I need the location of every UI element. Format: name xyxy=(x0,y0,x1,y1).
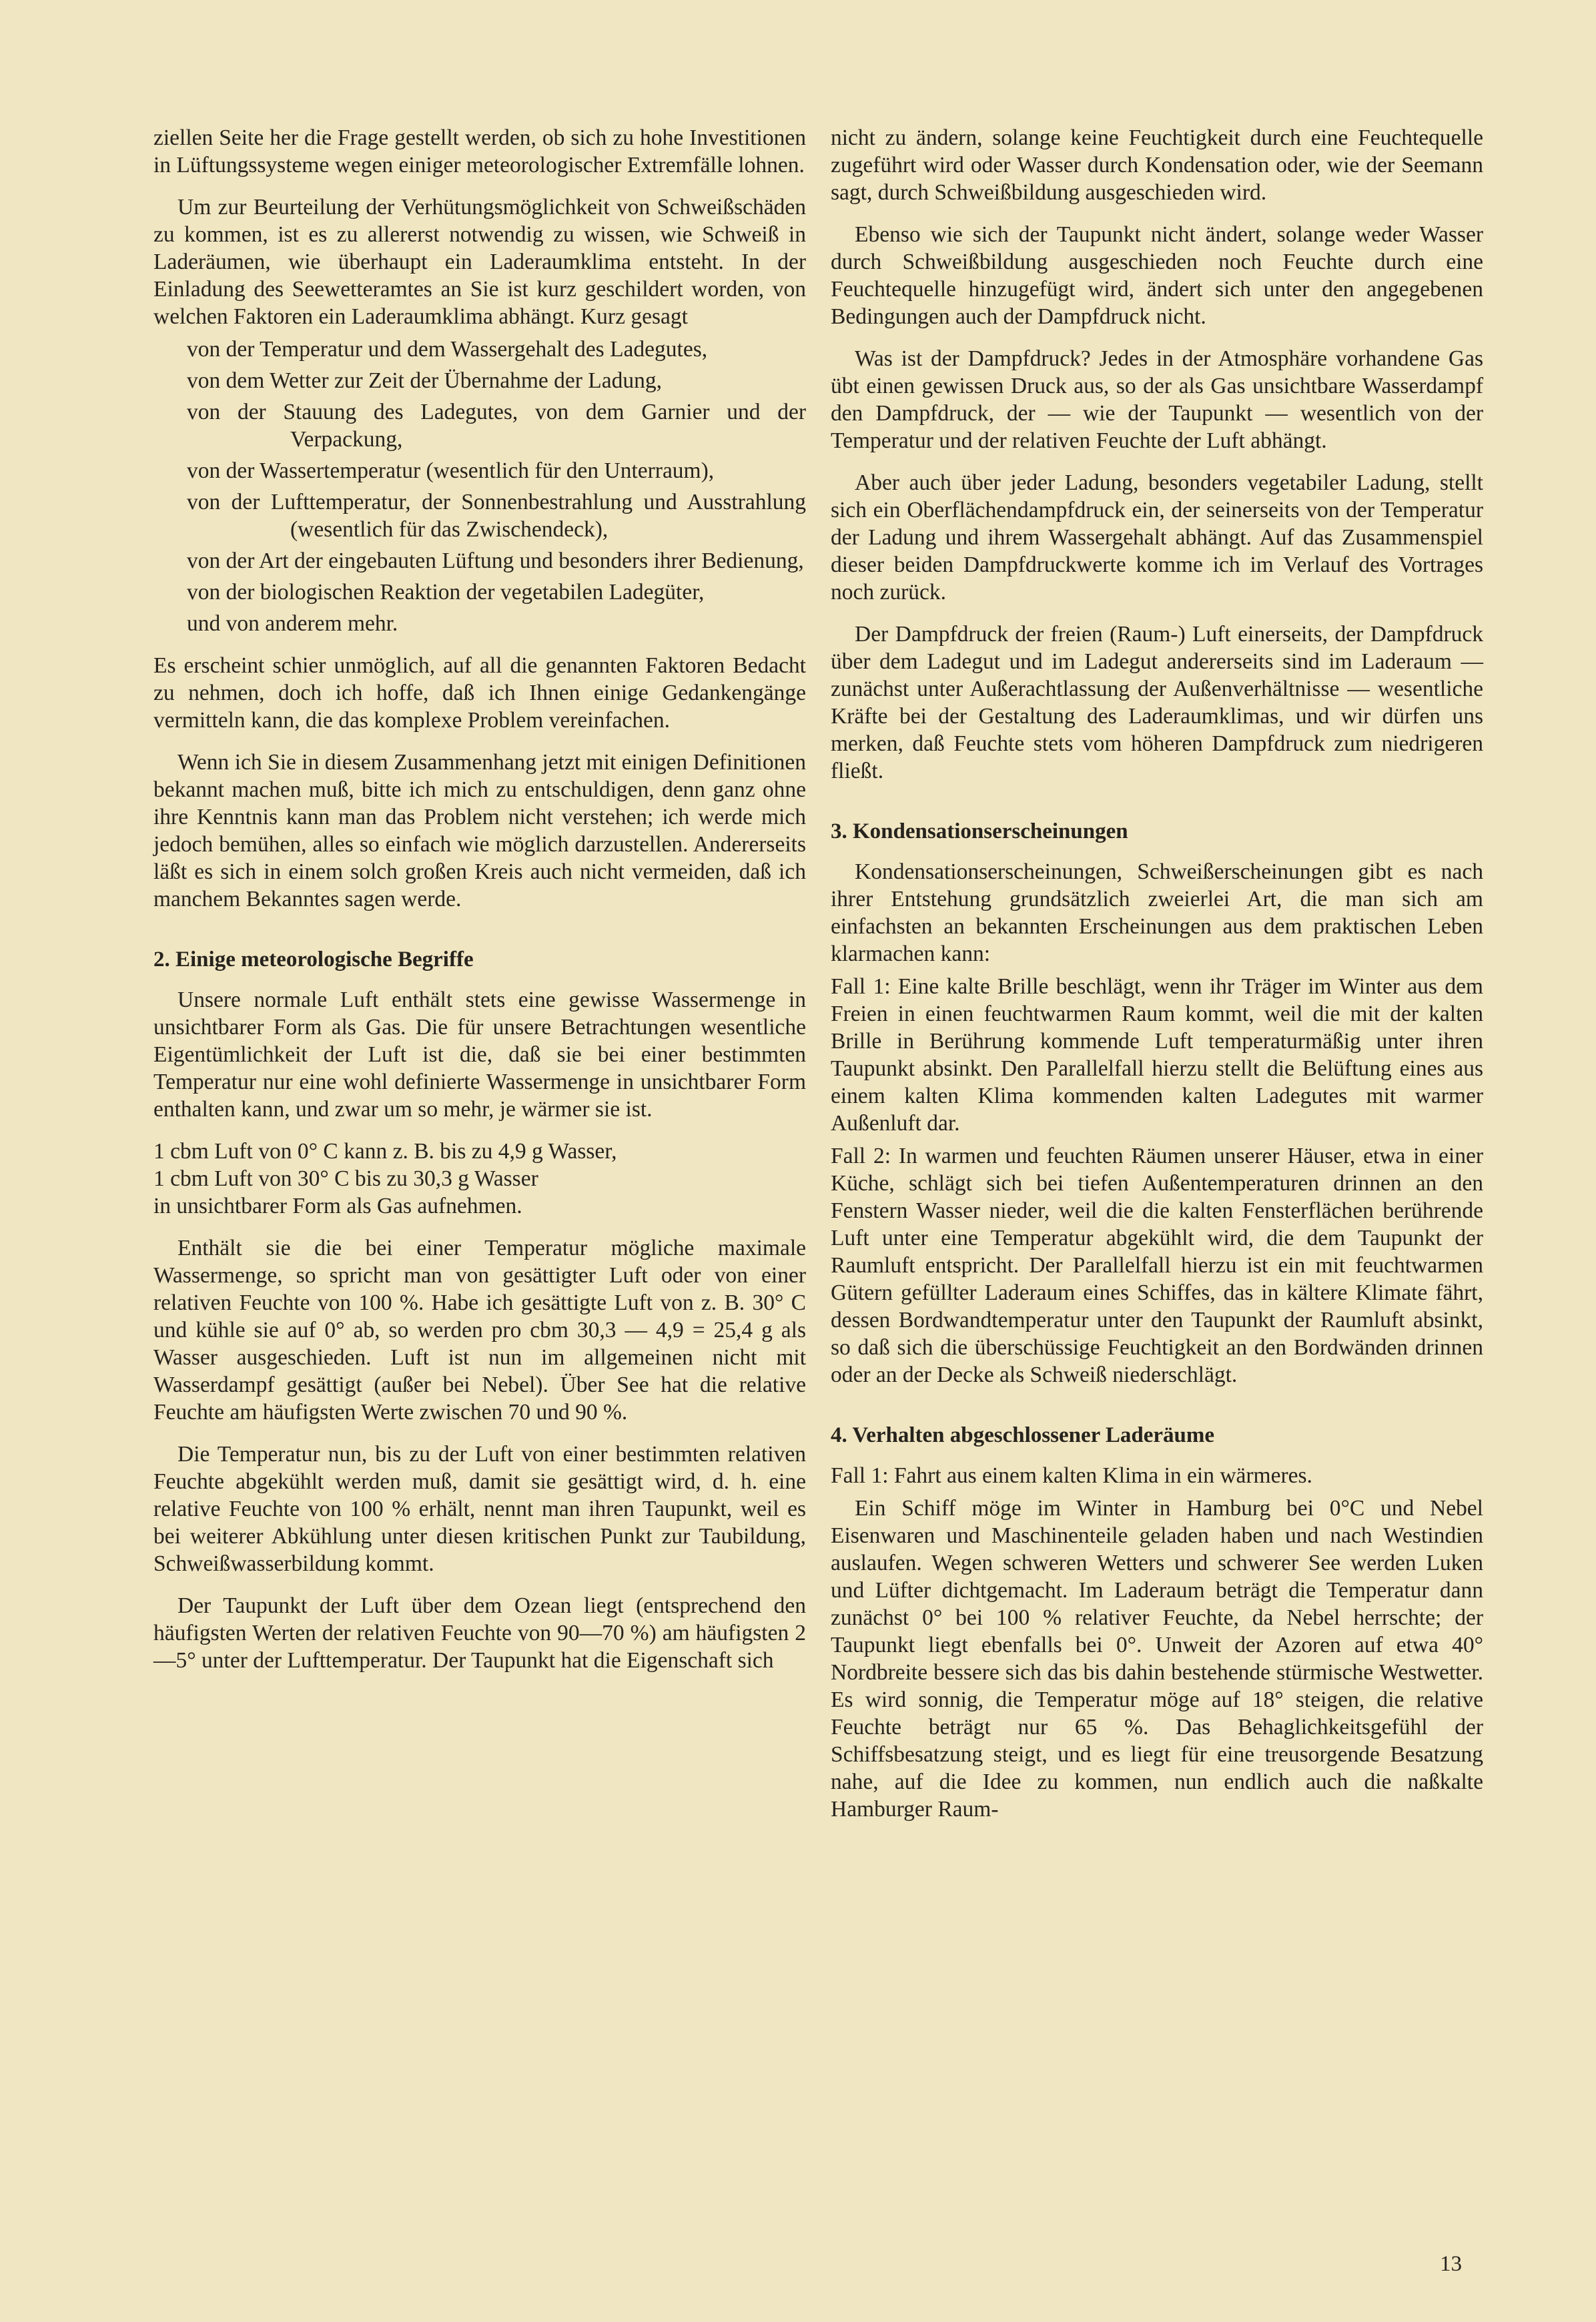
list-item: von der biologischen Reaktion der vegetabilen Ladegüter, xyxy=(187,580,705,605)
paragraph: Es erscheint schier unmöglich, auf all die genannten Faktoren Bedacht zu nehmen, doch ich hoffe, daß ich Ihnen einige Gedankengänge vermitteln kann, die das komplexe Problem vereinfachen. xyxy=(153,653,806,733)
case-paragraph: Fall 2: In warmen und feuchten Räumen unserer Häuser, etwa in einer Küche, schlägt sich bei tiefen Außentemperaturen drinnen an den Fenstern Wasser nieder, weil die die kalten Fensterflächen berührende Luft unter eine Temperatur abgekühlt wird, die dem Taupunkt der Raumluft entspricht. Der Parallelfall hierzu ist ein mit feuchtwarmen Gütern gefüllter Laderaum eines Schiffes, das in kältere Klimate fährt, dessen Bordwandtemperatur unter den Taupunkt der Raumluft absinkt, so daß sich die überschüssige Feuchtigkeit an den Bordwänden drinnen oder an der Decke als Schweiß niederschlägt. xyxy=(831,1144,1483,1387)
paragraph: Um zur Beurteilung der Verhütungsmöglichkeit von Schweißschäden zu kommen, ist es zu allererst notwendig zu wissen, wie Schweiß in Laderäumen, wie überhaupt ein Laderaumklima entsteht. In der Einladung des Seewetteramtes an Sie ist kurz geschildert worden, von welchen Faktoren ein Laderaumklima abhängt. Kurz gesagt xyxy=(153,195,806,329)
paragraph: Enthält sie die bei einer Temperatur mögliche maximale Wassermenge, so spricht man von gesättigter Luft oder von einer relativen Feuchte von 100 %. Habe ich gesättigte Luft von z. B. 30° C und kühle sie auf 0° ab, so werden pro cbm 30,3 — 4,9 = 25,4 g als Wasser ausgeschieden. Luft ist nun im allgemeinen nicht mit Wasserdampf gesättigt (außer bei Nebel). Über See hat die relative Feuchte am häufigsten Werte zwischen 70 und 90 %. xyxy=(153,1236,806,1425)
left-column xyxy=(153,124,806,1674)
paragraph: nicht zu ändern, solange keine Feuchtigkeit durch eine Feuchtequelle zugeführt wird oder Wasser durch Kondensation oder, wie der Seemann sagt, durch Schweißbildung ausgeschieden wird. xyxy=(831,125,1483,205)
list-item: von der Lufttemperatur, der Sonnenbestrahlung und Ausstrahlung (wesentlich für das Zwischendeck), xyxy=(187,490,806,542)
section-heading: 2. Einige meteorologische Begriffe xyxy=(153,947,474,972)
list-item: und von anderem mehr. xyxy=(187,611,398,636)
page-number: 13 xyxy=(1440,2252,1462,2276)
section-heading: 4. Verhalten abgeschlossener Laderäume xyxy=(831,1423,1215,1447)
example-line: 1 cbm Luft von 0° C kann z. B. bis zu 4,9 g Wasser, xyxy=(153,1139,617,1164)
paragraph: Ebenso wie sich der Taupunkt nicht ändert, solange weder Wasser durch Schweißbildung ausgeschieden noch Feuchte durch eine Feuchtequelle hinzugefügt wird, ändert sich unter den angegebenen Bedingungen auch der Dampfdruck nicht. xyxy=(831,222,1483,329)
factor-list xyxy=(153,336,806,637)
example-line: in unsichtbarer Form als Gas aufnehmen. xyxy=(153,1194,522,1218)
paragraph: Wenn ich Sie in diesem Zusammenhang jetzt mit einigen Definitionen bekannt machen muß, bitte ich mich zu entschuldigen, denn ganz ohne ihre Kenntnis kann man das Problem nicht verstehen; ich werde mich jedoch bemühen, alles so einfach wie möglich darzustellen. Andererseits läßt es sich in einem solch großen Kreis auch nicht vermeiden, daß ich manchem Bekanntes sagen werde. xyxy=(153,750,806,911)
case-title: Fall 1: Fahrt aus einem kalten Klima in ein wärmeres. xyxy=(831,1463,1312,1488)
paragraph: Kondensationserscheinungen, Schweißerscheinungen gibt es nach ihrer Entstehung grundsätzlich zweierlei Art, die man sich am einfachsten an bekannten Erscheinungen aus dem praktischen Leben klarmachen kann: xyxy=(831,859,1483,966)
paragraph: Ein Schiff möge im Winter in Hamburg bei 0°C und Nebel Eisenwaren und Maschinenteile geladen haben und nach Westindien auslaufen. Wegen schweren Wetters und schwerer See werden Luken und Lüfter dichtgemacht. Im Laderaum beträgt die Temperatur dann zunächst 0° bei 100 % relativer Feuchte, da Nebel herrschte; der Taupunkt liegt ebenfalls bei 0°. Unweit der Azoren auf etwa 40° Nordbreite bessere sich das bis dahin bestehende stürmische Westwetter. Es wird sonnig, die Temperatur möge auf 18° steigen, die relative Feuchte beträgt nur 65 %. Das Behaglichkeitsgefühl der Schiffsbesatzung steigt, und es liegt für eine treusorgende Besatzung nahe, auf die Idee zu kommen, nun endlich auch die naßkalte Hamburger Raum- xyxy=(831,1496,1483,1822)
example-line: 1 cbm Luft von 30° C bis zu 30,3 g Wasser xyxy=(153,1166,538,1191)
paragraph: Der Taupunkt der Luft über dem Ozean liegt (entsprechend den häufigsten Werten der relativen Feuchte von 90—70 %) am häufigsten 2—5° unter der Lufttemperatur. Der Taupunkt hat die Eigenschaft sich xyxy=(153,1593,806,1673)
right-column xyxy=(831,124,1483,1823)
list-item: von der Art der eingebauten Lüftung und besonders ihrer Bedienung, xyxy=(187,548,804,573)
list-item: von der Stauung des Ladegutes, von dem Garnier und der Verpackung, xyxy=(187,400,806,452)
paragraph: Der Dampfdruck der freien (Raum-) Luft einerseits, der Dampfdruck über dem Ladegut und im Ladegut andererseits sind im Laderaum — zunächst unter Außerachtlassung der Außenverhältnisse — wesentliche Kräfte bei der Gestaltung des Laderaumklimas, und wir dürfen uns merken, daß Feuchte stets vom höheren Dampfdruck zum niedrigeren fließt. xyxy=(831,622,1483,783)
paragraph: Die Temperatur nun, bis zu der Luft von einer bestimmten relativen Feuchte abgekühlt werden muß, damit sie gesättigt wird, d. h. eine relative Feuchte von 100 % erhält, nennt man ihren Taupunkt, weil es bei weiterer Abkühlung unter diesen kritischen Punkt zur Taubildung, Schweißwasserbildung kommt. xyxy=(153,1442,806,1576)
list-item: von der Wassertemperatur (wesentlich für den Unterraum), xyxy=(187,458,715,483)
section-heading: 3. Kondensationserscheinungen xyxy=(831,819,1128,843)
paragraph: ziellen Seite her die Frage gestellt werden, ob sich zu hohe Investitionen in Lüftungssysteme wegen einiger meteorologischer Extremfälle lohnen. xyxy=(153,125,806,177)
paragraph: Was ist der Dampfdruck? Jedes in der Atmosphäre vorhandene Gas übt einen gewissen Druck aus, so der als Gas unsichtbare Wasserdampf den Dampfdruck, der — wie der Taupunkt — wesentlich von der Temperatur und der relativen Feuchte der Luft abhängt. xyxy=(831,346,1483,453)
list-item: von dem Wetter zur Zeit der Übernahme der Ladung, xyxy=(187,368,663,393)
paragraph: Unsere normale Luft enthält stets eine gewisse Wassermenge in unsichtbarer Form als Gas. Die für unsere Betrachtungen wesentliche Eigentümlichkeit der Luft ist die, daß sie bei einer bestimmten Temperatur nur eine wohl definierte Wassermenge in unsichtbarer Form enthalten kann, und zwar um so mehr, je wärmer sie ist. xyxy=(153,988,806,1122)
paragraph: Aber auch über jeder Ladung, besonders vegetabiler Ladung, stellt sich ein Oberflächendampfdruck ein, der seinerseits von der Temperatur der Ladung und ihrem Wassergehalt abhängt. Auf das Zusammenspiel dieser beiden Dampfdruckwerte komme ich im Verlauf des Vortrages noch zurück. xyxy=(831,470,1483,605)
list-item: von der Temperatur und dem Wassergehalt des Ladegutes, xyxy=(187,337,708,362)
case-paragraph: Fall 1: Eine kalte Brille beschlägt, wenn ihr Träger im Winter aus dem Freien in einen feuchtwarmen Raum kommt, weil die mit der kalten Brille in Berührung kommende Luft temperaturmäßig unter ihren Taupunkt absinkt. Den Parallelfall hierzu stellt die Belüftung eines aus einem kalten Klima kommenden kalten Ladegutes mit warmer Außenluft dar. xyxy=(831,974,1483,1136)
